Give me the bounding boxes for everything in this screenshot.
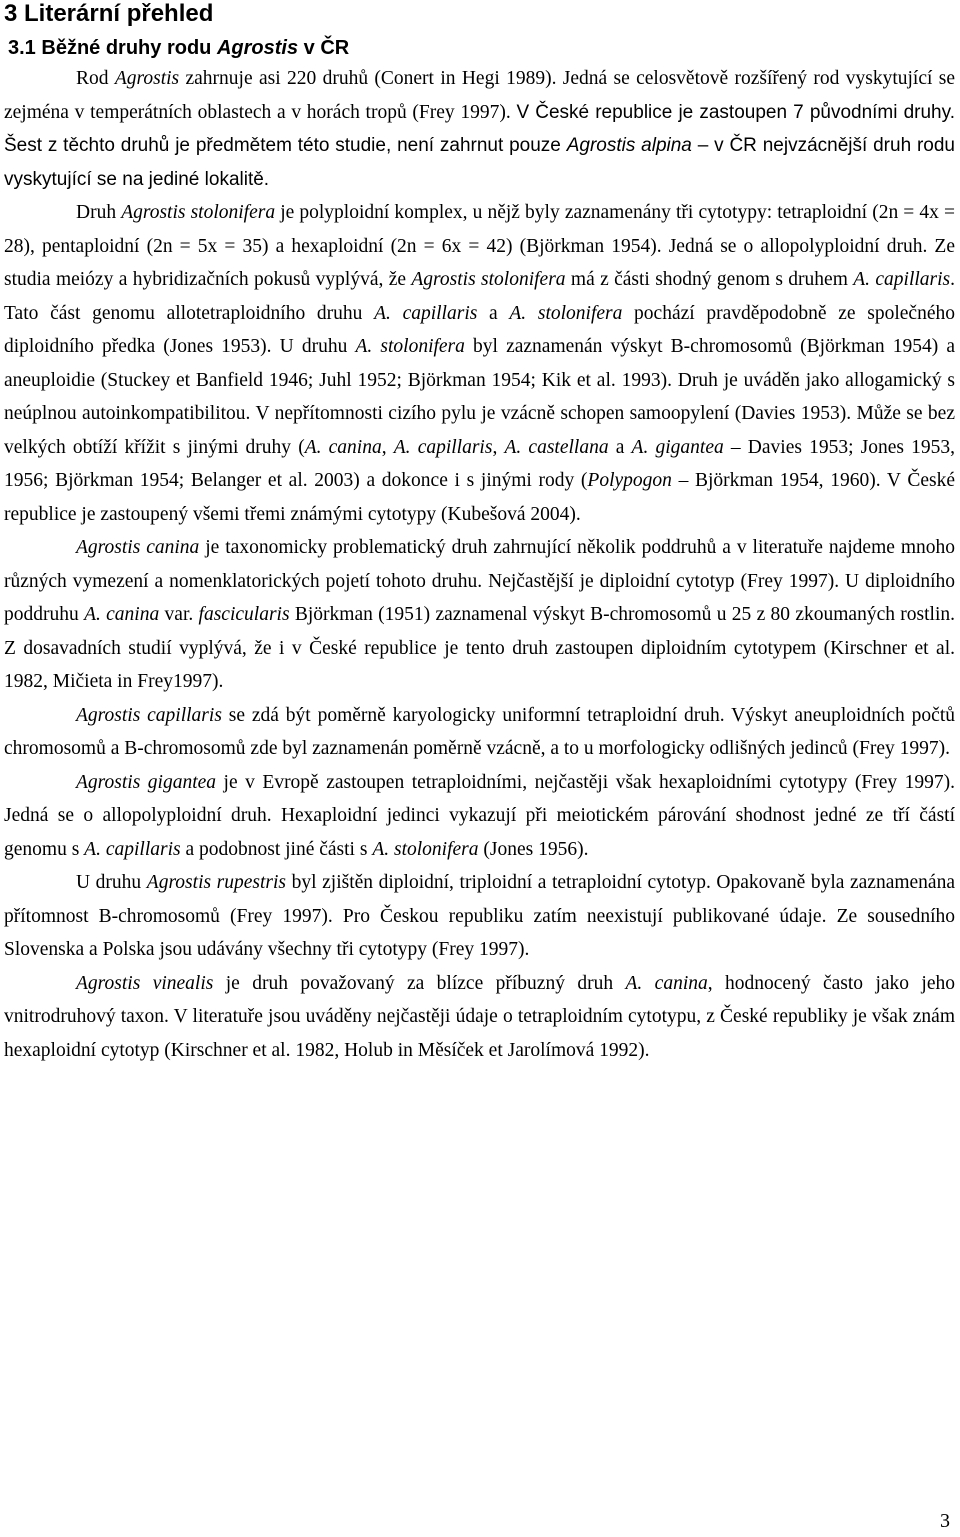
text-run: je taxonomicky problematický druh zahrnující několik poddruhů a v literatuře najdeme mnoho různých vymezení a nomenklatorických pojetí tohoto druhu. Nejčastější je diploidní cytotyp (Frey 1997). U diploidního poddruhu: [4, 537, 955, 625]
taxon-name: Agrostis rupestris: [146, 872, 287, 893]
text-run: a podobnost jiné části s: [180, 838, 373, 860]
body-text: [4, 62, 955, 1067]
text-run: je druh považovaný za blízce příbuzný druh: [213, 972, 626, 994]
text-run: var.: [159, 604, 199, 625]
taxon-name: A. castellana: [504, 436, 609, 458]
text-run: Björkman (1951) zaznamenal výskyt B-chromosomů u 25 z 80 zkoumaných rostlin. Z dosavadních studií vyplývá, že i v České republice je tento druh zastoupen diploidním cytotypem (Kirschner et al. 1982, Mičieta in Frey1997).: [4, 604, 955, 692]
taxon-name: A. stolonifera: [355, 336, 465, 357]
text-run: U druhu: [76, 872, 147, 893]
paragraph-p2: [4, 196, 955, 531]
text-run: . Tato část genomu allotetraploidního druhu: [4, 269, 956, 324]
text-run: ,: [492, 436, 505, 458]
taxon-name: A. capillaris: [853, 269, 951, 290]
taxon-name: A. capillaris: [84, 838, 181, 860]
paragraph-p1: [4, 62, 955, 196]
text-run: Rod: [76, 68, 115, 89]
text-run: – v ČR nejvzácnější druh rodu vyskytující se na jediné lokalitě.: [4, 135, 956, 190]
taxon-name: Agrostis canina: [76, 537, 200, 558]
taxon-name: Agrostis capillaris: [76, 704, 222, 726]
text-run: V České republice je zastoupen 7 původními druhy. Šest z těchto druhů je předmětem této studie, není zahrnut pouze: [4, 101, 955, 156]
chapter-heading: 3 Literární přehled: [4, 0, 214, 27]
taxon-name: Agrostis alpina: [566, 135, 692, 156]
text-run: a: [477, 302, 510, 324]
taxon-name: Agrostis vinealis: [76, 972, 214, 994]
taxon-name: A. canina: [304, 436, 382, 458]
text-run: se zdá být poměrně karyologicky uniformní tetraploidní druh. Výskyt aneuploidních počtů chromosomů a B-chromosomů zde byl zaznamenán poměrně vzácně, a to u morfologicky odlišných jedinců (Frey 1997).: [4, 704, 955, 759]
taxon-name: A. stolonifera: [372, 838, 479, 860]
paragraph-p6: [4, 866, 955, 967]
text-run: je polyploidní komplex, u nějž byly zaznamenány tři cytotypy: tetraploidní (2n = 4x = 28), pentaploidní (2n = 5x = 35) a hexaploidní (2n = 6x = 42) (Björkman 1954). Jedná se o allopolyploidní druh. Ze studia meiózy a hybridizačních pokusů vyplývá, že: [4, 202, 955, 290]
paragraph-p7: [4, 967, 955, 1068]
text-run: Druh: [76, 202, 122, 223]
taxon-name: A. gigantea: [631, 436, 724, 458]
section-title-prefix: Běžné druhy rodu: [41, 37, 217, 59]
taxon-name: A. capillaris: [374, 302, 478, 324]
text-run: a: [608, 436, 632, 458]
taxon-name: Agrostis stolonifera: [411, 269, 566, 290]
section-heading: [8, 33, 349, 63]
page-number: 3: [940, 1510, 950, 1532]
taxon-name: A. capillaris: [393, 436, 493, 458]
section-title-genus: Agrostis: [216, 37, 299, 59]
text-run: je v Evropě zastoupen tetraploidními, nejčastěji však hexaploidními cytotypy (Frey 1997). Jedná se o allopolyploidní druh. Hexaploidní jedinci vykazují při meiotickém párování shodnost jedné ze tří částí genomu s: [4, 771, 956, 860]
text-run: zahrnuje asi 220 druhů (Conert in Hegi 1989). Jedná se celosvětově rozšířený rod vyskytující se zejména v temperátních oblastech a v horách tropů (Frey 1997).: [4, 68, 955, 123]
taxon-name: A. stolonifera: [509, 302, 623, 324]
section-title-suffix: v ČR: [298, 37, 350, 59]
taxon-name: Polypogon: [587, 470, 672, 491]
text-run: byl zjištěn diploidní, triploidní a tetraploidní cytotyp. Opakovaně byla zaznamenána přítomnost B-chromosomů (Frey 1997). Pro Českou republiku zatím neexistují publikované údaje. Ze sousedního Slovenska a Polska jsou udávány všechny tři cytotypy (Frey 1997).: [4, 872, 955, 960]
text-run: – Björkman 1954, 1960). V České republice je zastoupený všemi třemi známými cytotypy (Kubešová 2004).: [4, 470, 955, 525]
text-run: (Jones 1956).: [478, 838, 589, 860]
text-run: – Davies 1953; Jones 1953, 1956; Björkman 1954; Belanger et al. 2003) a dokonce i s jinými rody (: [4, 436, 956, 491]
text-run: ,: [381, 436, 394, 458]
section-number: 3.1: [8, 37, 36, 59]
paragraph-p3: [4, 531, 955, 699]
taxon-name: Agrostis stolonifera: [121, 202, 276, 223]
text-run: má z části shodný genom s druhem: [565, 269, 854, 290]
text-run: , hodnocený často jako jeho vnitrodruhový taxon. V literatuře jsou uváděny nejčastěji údaje o tetraploidním cytotypu, z České republiky je však znám hexaploidní cytotyp (Kirschner et al. 1982, Holub in Měsíček et Jarolímová 1992).: [4, 972, 955, 1061]
text-run: byl zaznamenán výskyt B-chromosomů (Björkman 1954) a aneuploidie (Stuckey et Banfield 1946; Juhl 1952; Björkman 1954; Kik et al. 1993). Druh je uváděn jako allogamický s neúplnou autoinkompatibilitou. V nepřítomnosti cizího pylu je vzácně schopen samoopylení (Davies 1953). Může se bez velkých obtíží křížit s jinými druhy (: [4, 336, 955, 458]
taxon-name: A. canina: [84, 604, 160, 625]
taxon-name: fascicularis: [198, 604, 290, 625]
taxon-name: Agrostis: [114, 68, 180, 89]
paragraph-p5: [4, 766, 955, 867]
paragraph-p4: [4, 699, 955, 766]
text-run: pochází pravděpodobně ze společného diploidního předka (Jones 1953). U druhu: [4, 302, 955, 357]
taxon-name: A. canina: [625, 972, 708, 994]
taxon-name: Agrostis gigantea: [76, 771, 217, 793]
